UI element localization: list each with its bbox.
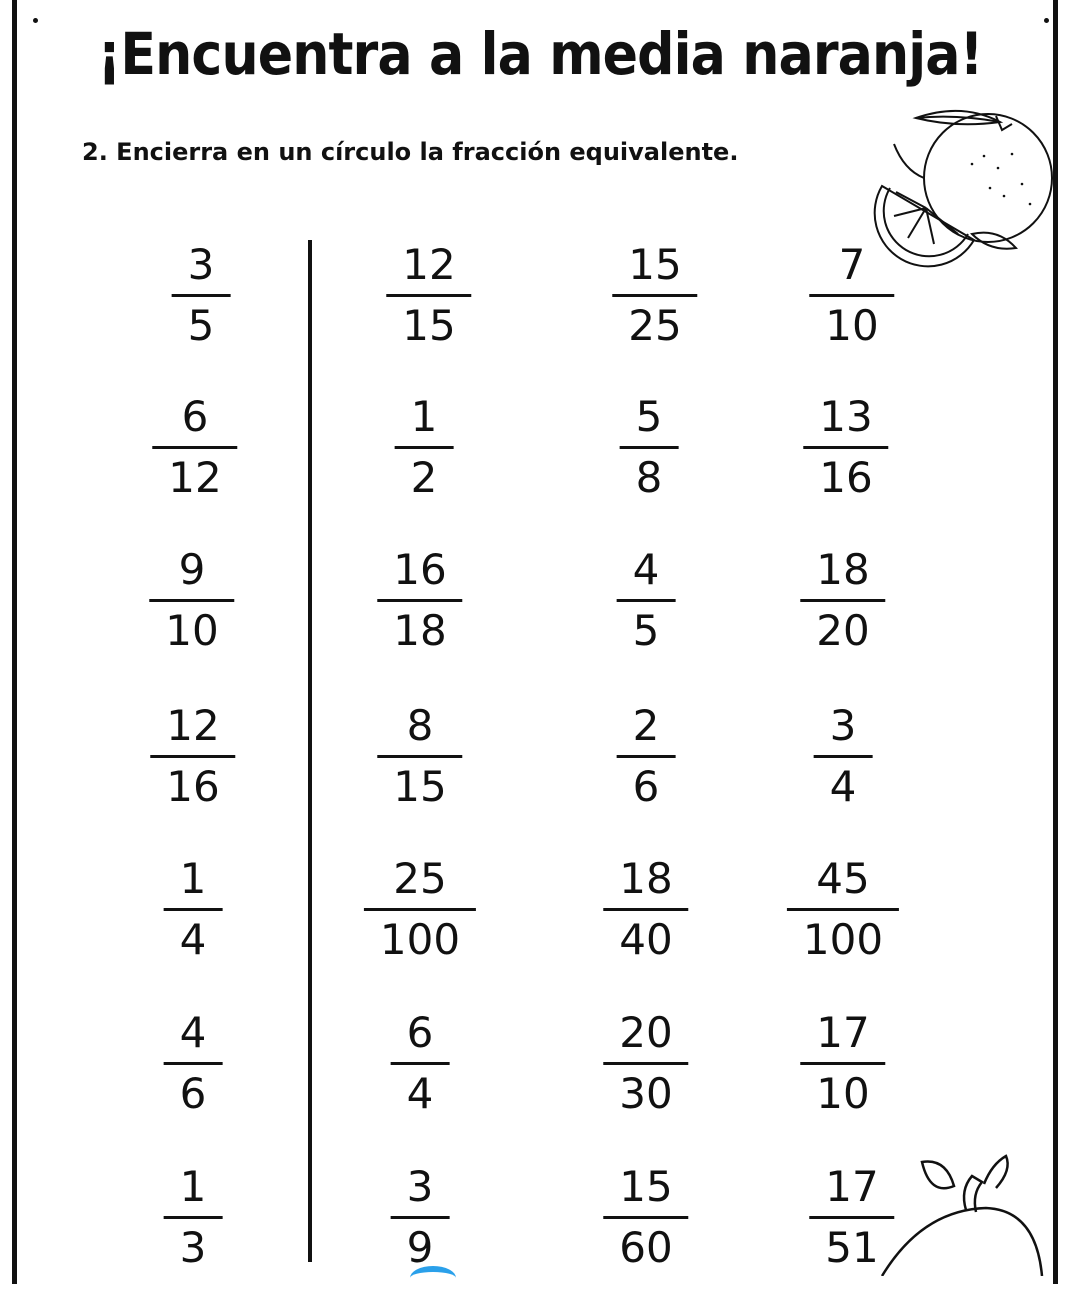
fraction-bar	[152, 446, 237, 449]
option-fraction[interactable]	[809, 1164, 894, 1271]
fraction-bar	[377, 599, 462, 602]
fraction-bar	[149, 599, 234, 602]
numerator: 13	[819, 392, 873, 441]
denominator: 10	[165, 606, 219, 655]
denominator: 20	[816, 606, 870, 655]
option-fraction[interactable]	[603, 856, 688, 963]
numerator: 1	[179, 854, 207, 903]
numerator: 18	[816, 545, 870, 594]
numerator: 45	[816, 854, 870, 903]
target-fraction	[164, 1164, 223, 1271]
numerator: 6	[181, 392, 209, 441]
fraction-bar	[617, 599, 676, 602]
numerator: 4	[632, 545, 660, 594]
numerator: 3	[829, 701, 857, 750]
numerator: 1	[179, 1162, 207, 1211]
fraction-bar	[164, 1062, 223, 1065]
denominator: 4	[829, 762, 857, 811]
numerator: 12	[166, 701, 220, 750]
option-fraction[interactable]	[617, 547, 676, 654]
option-fraction[interactable]	[809, 242, 894, 349]
denominator: 12	[168, 453, 222, 502]
fraction-bar	[164, 1216, 223, 1219]
fraction-bar	[814, 755, 873, 758]
exercise-row	[0, 547, 1080, 667]
denominator: 100	[379, 915, 461, 964]
numerator: 7	[838, 240, 866, 289]
option-fraction[interactable]	[612, 242, 697, 349]
option-fraction[interactable]	[800, 1010, 885, 1117]
denominator: 10	[825, 301, 879, 350]
denominator: 4	[179, 915, 207, 964]
denominator: 8	[635, 453, 663, 502]
target-fraction	[150, 703, 235, 810]
numerator: 17	[816, 1008, 870, 1057]
exercise-row	[0, 394, 1080, 514]
option-fraction[interactable]	[377, 547, 462, 654]
fraction-bar	[809, 294, 894, 297]
footer-arc-mark	[410, 1266, 456, 1290]
target-fraction	[164, 856, 223, 963]
target-fraction	[152, 394, 237, 501]
numerator: 16	[393, 545, 447, 594]
numerator: 5	[635, 392, 663, 441]
fraction-bar	[395, 446, 454, 449]
option-fraction[interactable]	[377, 703, 462, 810]
fraction-bar	[603, 1062, 688, 1065]
denominator: 15	[393, 762, 447, 811]
option-fraction[interactable]	[603, 1164, 688, 1271]
numerator: 1	[410, 392, 438, 441]
denominator: 4	[406, 1069, 434, 1118]
numerator: 15	[619, 1162, 673, 1211]
fraction-bar	[803, 446, 888, 449]
fraction-bar	[787, 908, 899, 911]
option-fraction[interactable]	[364, 856, 476, 963]
denominator: 5	[632, 606, 660, 655]
denominator: 5	[187, 301, 215, 350]
corner-dot-right	[1044, 18, 1049, 23]
option-fraction[interactable]	[391, 1164, 450, 1271]
corner-dot-left	[33, 18, 38, 23]
option-fraction[interactable]	[800, 547, 885, 654]
denominator: 100	[802, 915, 884, 964]
numerator: 2	[632, 701, 660, 750]
option-fraction[interactable]	[391, 1010, 450, 1117]
option-fraction[interactable]	[603, 1010, 688, 1117]
denominator: 30	[619, 1069, 673, 1118]
fraction-bar	[164, 908, 223, 911]
numerator: 3	[187, 240, 215, 289]
exercise-row	[0, 1164, 1080, 1284]
numerator: 15	[628, 240, 682, 289]
option-fraction[interactable]	[620, 394, 679, 501]
denominator: 16	[819, 453, 873, 502]
fraction-bar	[620, 446, 679, 449]
worksheet-title: ¡Encuentra a la media naranja!	[97, 20, 983, 88]
fraction-bar	[617, 755, 676, 758]
fraction-bar	[172, 294, 231, 297]
fraction-bar	[612, 294, 697, 297]
denominator: 9	[406, 1223, 434, 1272]
exercise-row	[0, 242, 1080, 362]
numerator: 25	[393, 854, 447, 903]
fraction-bar	[150, 755, 235, 758]
denominator: 40	[619, 915, 673, 964]
option-fraction[interactable]	[814, 703, 873, 810]
option-fraction[interactable]	[617, 703, 676, 810]
option-fraction[interactable]	[803, 394, 888, 501]
denominator: 3	[179, 1223, 207, 1272]
option-fraction[interactable]	[386, 242, 471, 349]
numerator: 18	[619, 854, 673, 903]
numerator: 8	[406, 701, 434, 750]
denominator: 51	[825, 1223, 879, 1272]
fraction-bar	[377, 755, 462, 758]
fraction-bar	[809, 1216, 894, 1219]
denominator: 15	[402, 301, 456, 350]
exercise-row	[0, 856, 1080, 976]
exercise-row	[0, 1010, 1080, 1130]
numerator: 20	[619, 1008, 673, 1057]
denominator: 6	[632, 762, 660, 811]
denominator: 2	[410, 453, 438, 502]
denominator: 10	[816, 1069, 870, 1118]
numerator: 6	[406, 1008, 434, 1057]
target-fraction	[164, 1010, 223, 1117]
denominator: 25	[628, 301, 682, 350]
fraction-bar	[391, 1062, 450, 1065]
fraction-bar	[603, 1216, 688, 1219]
numerator: 9	[178, 545, 206, 594]
instruction-text: 2. Encierra en un círculo la fracción equivalente.	[82, 138, 739, 166]
exercise-row	[0, 703, 1080, 823]
fraction-bar	[364, 908, 476, 911]
option-fraction[interactable]	[787, 856, 899, 963]
fraction-bar	[603, 908, 688, 911]
numerator: 4	[179, 1008, 207, 1057]
fraction-bar	[386, 294, 471, 297]
fraction-bar	[800, 1062, 885, 1065]
option-fraction[interactable]	[395, 394, 454, 501]
fraction-bar	[391, 1216, 450, 1219]
fraction-bar	[800, 599, 885, 602]
numerator: 12	[402, 240, 456, 289]
target-fraction	[149, 547, 234, 654]
numerator: 3	[406, 1162, 434, 1211]
denominator: 18	[393, 606, 447, 655]
denominator: 60	[619, 1223, 673, 1272]
denominator: 6	[179, 1069, 207, 1118]
denominator: 16	[166, 762, 220, 811]
target-fraction	[172, 242, 231, 349]
numerator: 17	[825, 1162, 879, 1211]
